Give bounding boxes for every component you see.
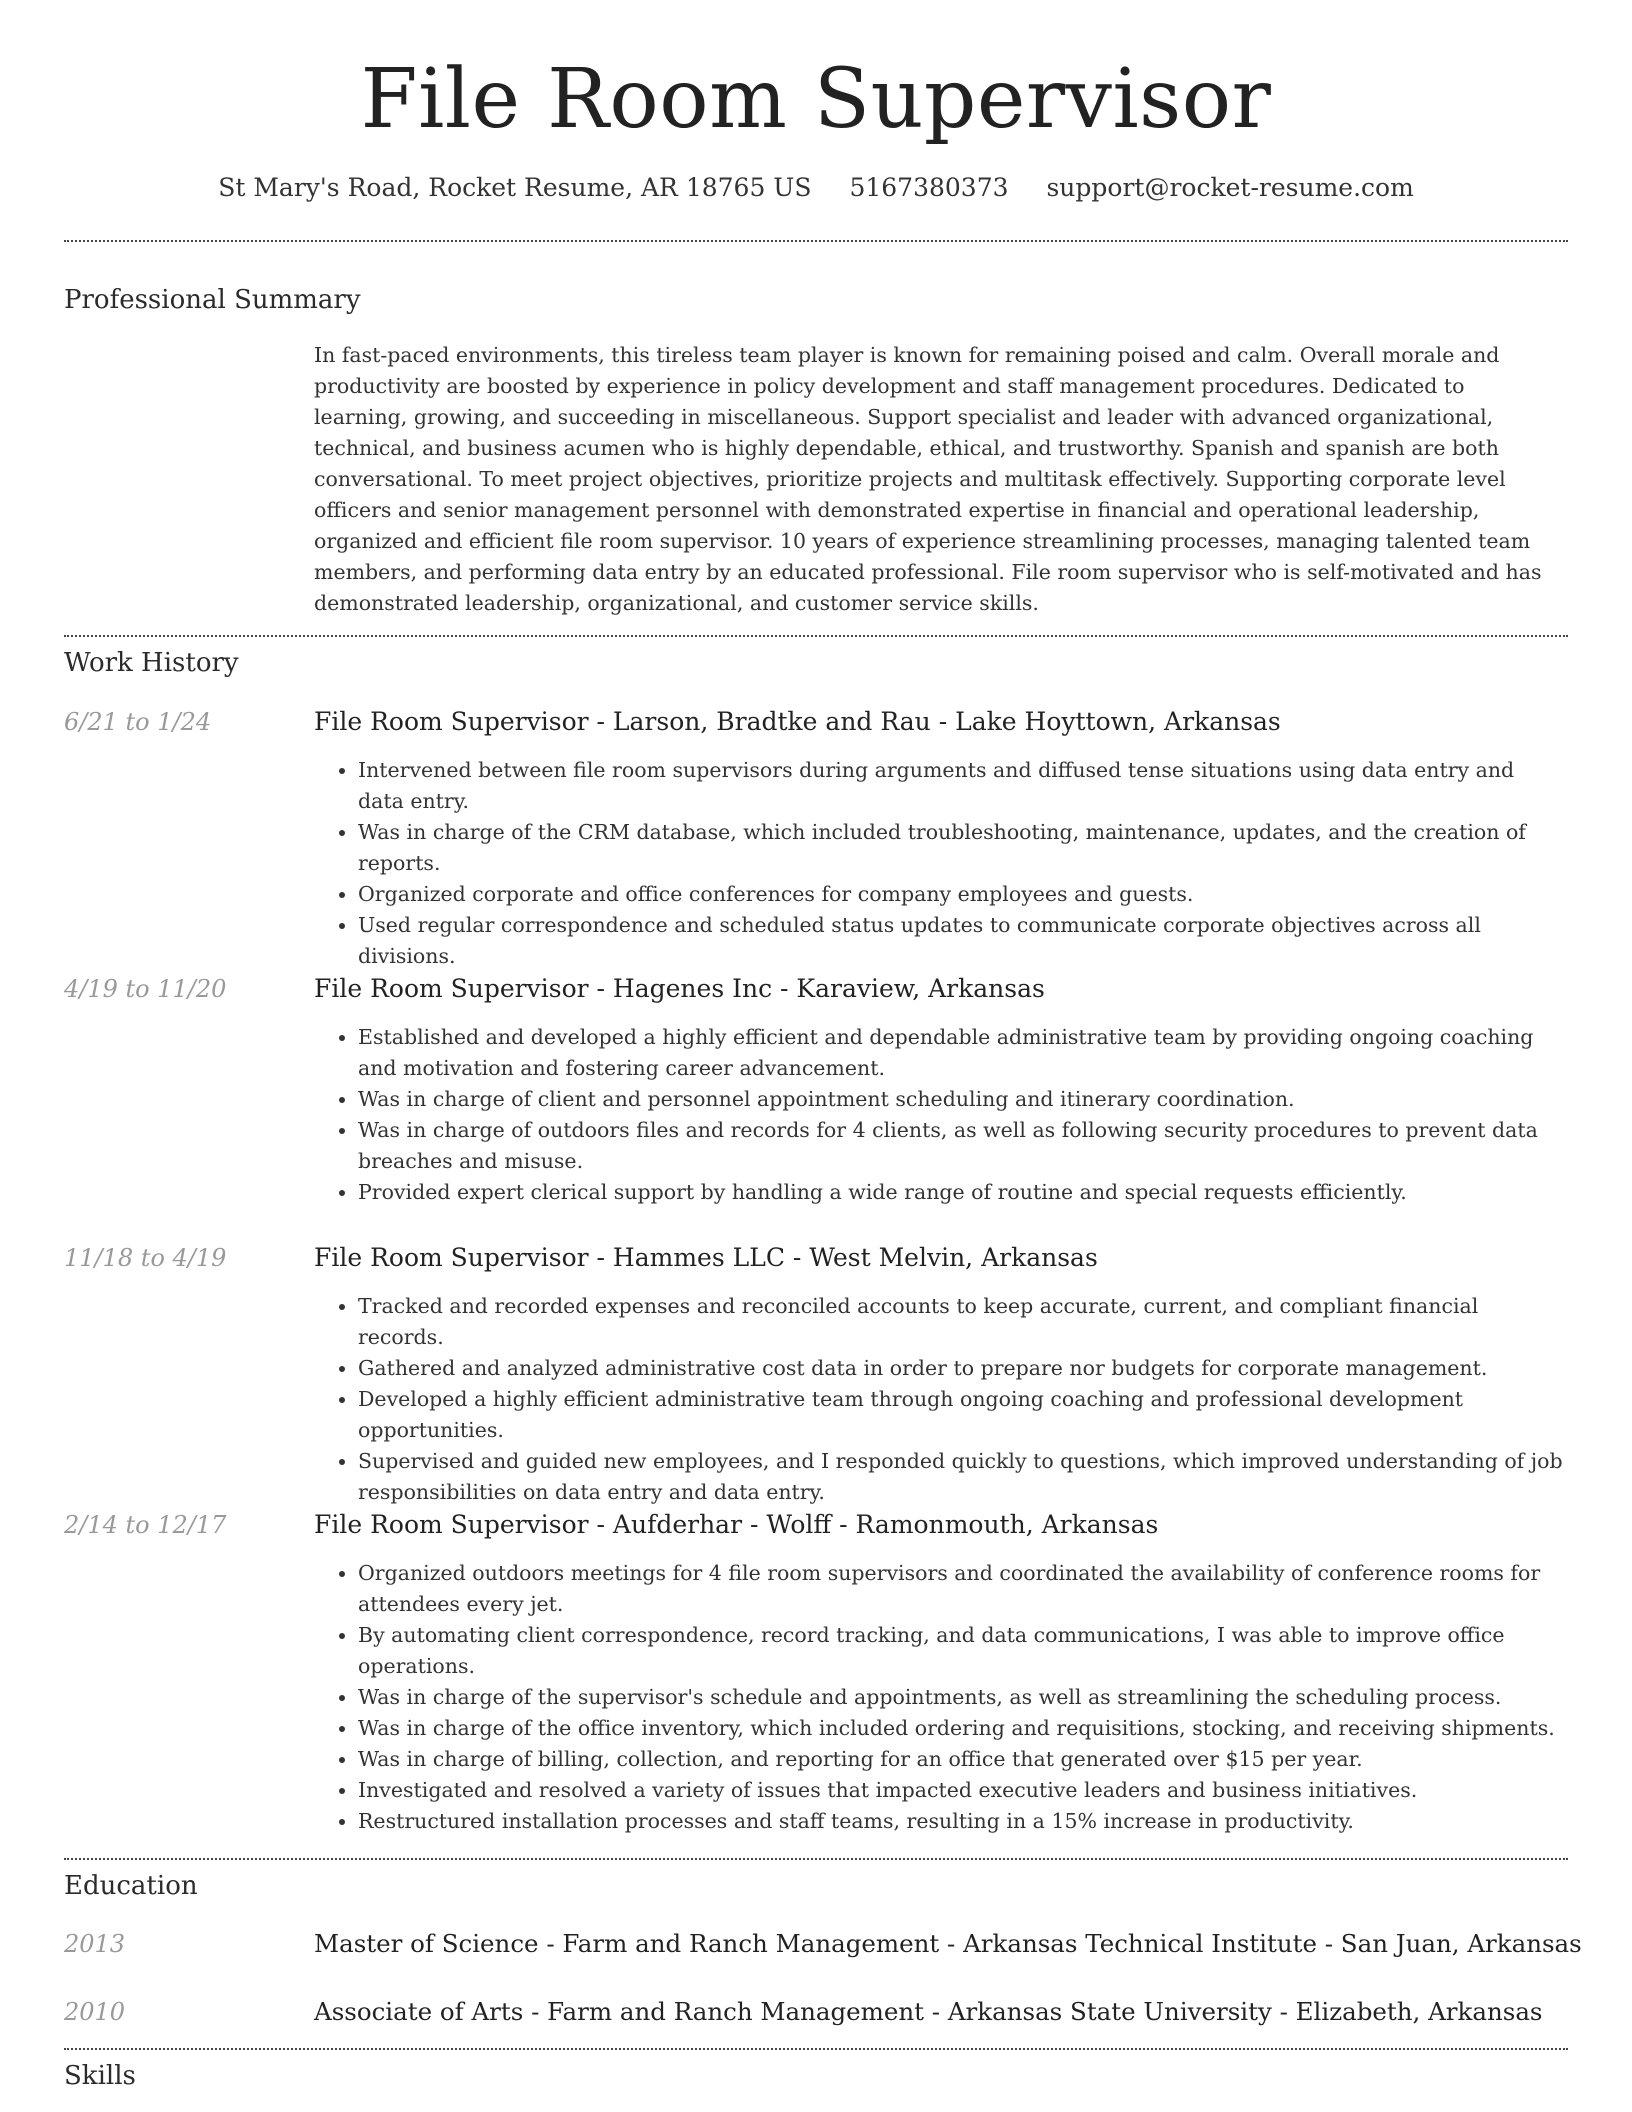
education-entry: Master of Science - Farm and Ranch Management - Arkansas Technical Institute - San Juan, Arkansas: [314, 1929, 1582, 1958]
job-title: File Room Supervisor - Hagenes Inc - Karaview, Arkansas: [314, 974, 1045, 1003]
contact-email: support@rocket-resume.com: [1046, 173, 1414, 202]
job-date: 6/21 to 1/24: [64, 708, 212, 736]
job-bullet: • Established and developed a highly efficient and dependable administrative team by providing ongoing coaching and motivation and fostering career advancement.: [358, 1022, 1564, 1084]
summary-heading: Professional Summary: [64, 285, 361, 315]
job-bullet: • Supervised and guided new employees, and I responded quickly to questions, which improved understanding of job responsibilities on data entry and data entry.: [358, 1446, 1564, 1508]
job-bullet: • By automating client correspondence, record tracking, and data communications, I was able to improve office operations.: [358, 1620, 1564, 1682]
job-bullet: • Developed a highly efficient administrative team through ongoing coaching and professional development opportunities.: [358, 1384, 1564, 1446]
summary-text: In fast-paced environments, this tireless team player is known for remaining poised and calm. Overall morale and productivity are boosted by experience in policy development and staff management procedures. Dedicated to learning, growing, and succeeding in miscellaneous. Support specialist and leader with advanced organizational, technical, and business acumen who is highly dependable, ethical, and trustworthy. Spanish and spanish are both conversational. To meet project objectives, prioritize projects and multitask effectively. Supporting corporate level officers and senior management personnel with demonstrated expertise in financial and operational leadership, organized and efficient file room supervisor. 10 years of experience streamlining processes, managing talented team members, and performing data entry by an educated professional. File room supervisor who is self-motivated and has demonstrated leadership, organizational, and customer service skills.: [314, 343, 1542, 615]
education-date: 2013: [64, 1930, 126, 1958]
job-bullet: • Was in charge of the supervisor's schedule and appointments, as well as streamlining the scheduling process.: [358, 1682, 1564, 1713]
job-bullet: • Was in charge of the CRM database, which included troubleshooting, maintenance, updates, and the creation of reports.: [358, 817, 1564, 879]
job-bullet: • Organized outdoors meetings for 4 file room supervisors and coordinated the availability of conference rooms for attendees every jet.: [358, 1558, 1564, 1620]
job-title: File Room Supervisor - Larson, Bradtke and Rau - Lake Hoyttown, Arkansas: [314, 707, 1281, 736]
job-date: 2/14 to 12/17: [64, 1511, 227, 1539]
job-title: File Room Supervisor - Hammes LLC - West Melvin, Arkansas: [314, 1243, 1098, 1272]
job-bullets: [314, 755, 1564, 972]
job-bullet: • Used regular correspondence and scheduled status updates to communicate corporate objectives across all divisions.: [358, 910, 1564, 972]
education-entry: Associate of Arts - Farm and Ranch Management - Arkansas State University - Elizabeth, Arkansas: [314, 1997, 1543, 2026]
education-date: 2010: [64, 1998, 126, 2026]
resume-name: File Room Supervisor: [360, 52, 1272, 147]
job-bullets: [314, 1022, 1564, 1208]
job-date: 4/19 to 11/20: [64, 975, 227, 1003]
job-bullet: • Was in charge of client and personnel appointment scheduling and itinerary coordination.: [358, 1084, 1564, 1115]
job-bullet: • Was in charge of the office inventory, which included ordering and requisitions, stocking, and receiving shipments.: [358, 1713, 1564, 1744]
section-divider: [64, 1858, 1568, 1860]
work-history-heading: Work History: [64, 648, 239, 678]
job-bullet: • Restructured installation processes and staff teams, resulting in a 15% increase in productivity.: [358, 1806, 1564, 1837]
section-divider: [64, 635, 1568, 637]
job-date: 11/18 to 4/19: [64, 1244, 227, 1272]
job-bullet: • Was in charge of billing, collection, and reporting for an office that generated over $15 per year.: [358, 1744, 1564, 1775]
job-bullet: • Provided expert clerical support by handling a wide range of routine and special requests efficiently.: [358, 1177, 1564, 1208]
job-bullet: • Intervened between file room supervisors during arguments and diffused tense situations using data entry and data entry.: [358, 755, 1564, 817]
section-divider: [64, 2048, 1568, 2050]
skills-heading: Skills: [64, 2061, 136, 2091]
job-bullet: • Investigated and resolved a variety of issues that impacted executive leaders and business initiatives.: [358, 1775, 1564, 1806]
job-bullet: • Tracked and recorded expenses and reconciled accounts to keep accurate, current, and compliant financial records.: [358, 1291, 1564, 1353]
contact-line: [0, 170, 1632, 206]
contact-address: St Mary's Road, Rocket Resume, AR 18765 US: [218, 173, 812, 202]
job-bullets: [314, 1291, 1564, 1508]
job-bullet: • Organized corporate and office conferences for company employees and guests.: [358, 879, 1564, 910]
job-bullets: [314, 1558, 1564, 1837]
job-bullet: • Was in charge of outdoors files and records for 4 clients, as well as following security procedures to prevent data breaches and misuse.: [358, 1115, 1564, 1177]
section-divider: [64, 240, 1568, 242]
education-heading: Education: [64, 1871, 198, 1901]
contact-phone: 5167380373: [849, 173, 1009, 202]
job-title: File Room Supervisor - Aufderhar - Wolff - Ramonmouth, Arkansas: [314, 1510, 1159, 1539]
job-bullet: • Gathered and analyzed administrative cost data in order to prepare nor budgets for corporate management.: [358, 1353, 1564, 1384]
